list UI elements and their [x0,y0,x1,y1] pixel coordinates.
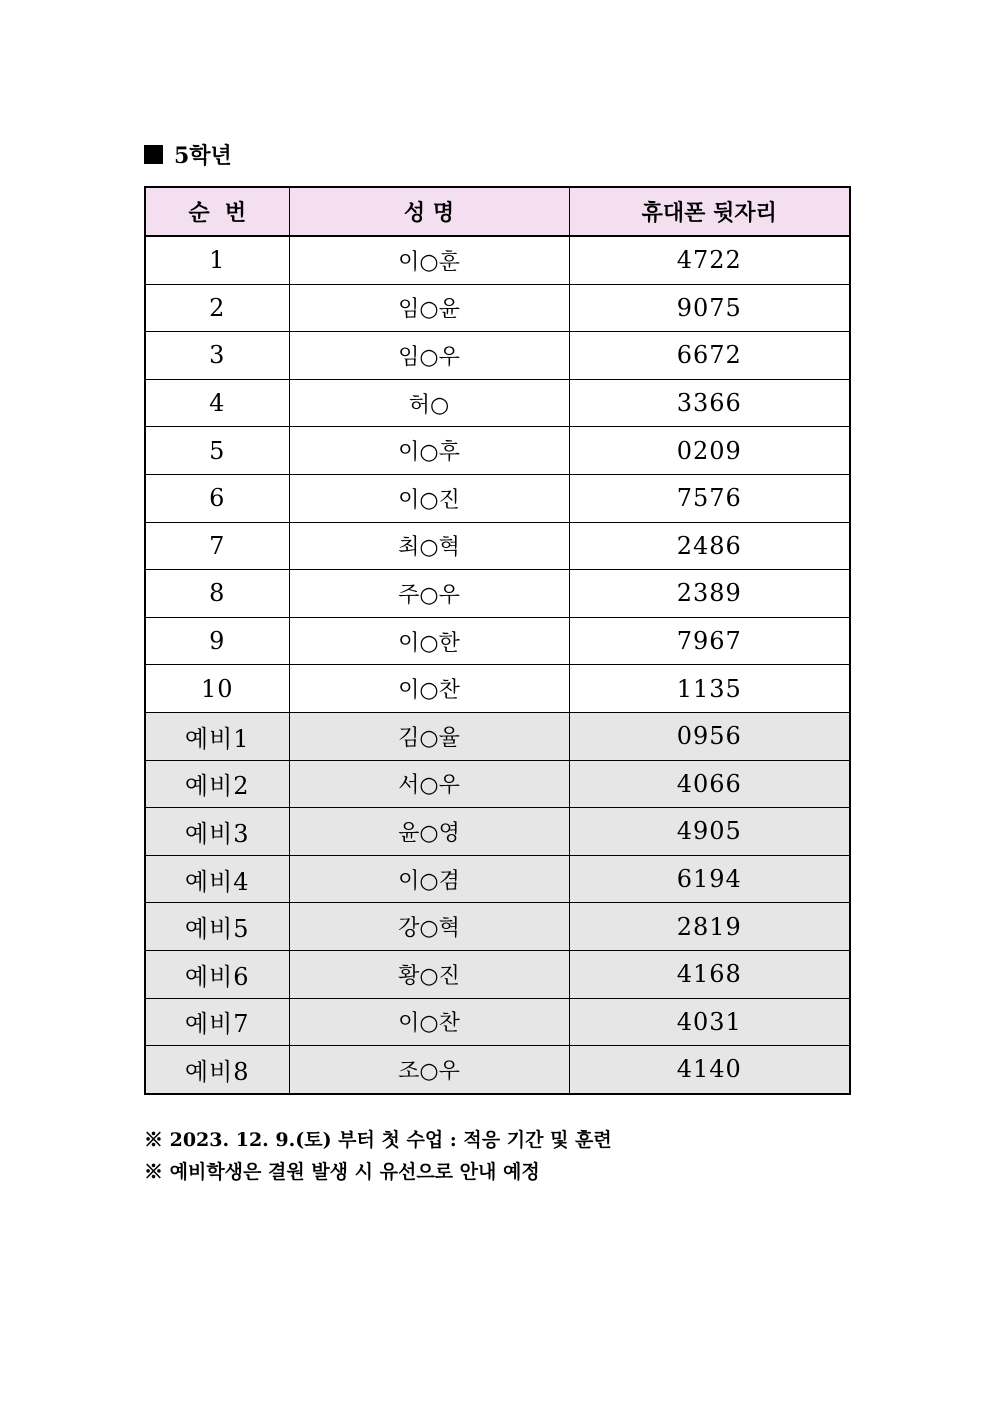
row-number: 10 [145,665,289,713]
row-number: 예비7 [145,998,289,1046]
table-row-reserve [145,903,850,951]
row-name: 황○진 [289,950,569,998]
row-number: 예비5 [145,903,289,951]
row-name: 최○혁 [289,522,569,570]
table-row [145,332,850,380]
row-name: 이○찬 [289,665,569,713]
row-phone: 6194 [569,855,850,903]
row-name: 강○혁 [289,903,569,951]
row-name: 임○윤 [289,284,569,332]
row-phone: 2819 [569,903,850,951]
row-name: 이○찬 [289,998,569,1046]
row-name: 김○율 [289,712,569,760]
table-row-reserve [145,808,850,856]
row-name: 이○후 [289,427,569,475]
table-row-reserve [145,855,850,903]
row-number: 예비6 [145,950,289,998]
row-phone: 7967 [569,617,850,665]
row-number: 4 [145,379,289,427]
row-number: 3 [145,332,289,380]
row-name: 서○우 [289,760,569,808]
table-row [145,570,850,618]
table-header-row [145,187,850,236]
header-name: 성 명 [289,187,569,236]
row-name: 주○우 [289,570,569,618]
table-row-reserve [145,950,850,998]
row-name: 이○훈 [289,236,569,284]
row-name: 이○진 [289,474,569,522]
note-first-class: ※ 2023. 12. 9.(토) 부터 첫 수업 : 적응 기간 및 훈련 [144,1129,612,1151]
black-square-icon [144,145,163,164]
section-title-text: 5학년 [174,142,232,169]
row-phone: 4066 [569,760,850,808]
table-row-reserve [145,998,850,1046]
row-number: 2 [145,284,289,332]
row-number: 예비4 [145,855,289,903]
note-reserve-students: ※ 예비학생은 결원 발생 시 유선으로 안내 예정 [144,1161,540,1183]
row-phone: 4168 [569,950,850,998]
notes [144,1124,612,1188]
row-name: 이○한 [289,617,569,665]
table-row [145,665,850,713]
table-row-reserve [145,1046,850,1094]
row-name: 허○ [289,379,569,427]
row-name: 임○우 [289,332,569,380]
row-phone: 4031 [569,998,850,1046]
row-phone: 0209 [569,427,850,475]
table-row [145,474,850,522]
row-phone: 2486 [569,522,850,570]
row-phone: 4722 [569,236,850,284]
student-table [144,186,851,1095]
row-phone: 0956 [569,712,850,760]
row-number: 8 [145,570,289,618]
table-row [145,522,850,570]
row-phone: 2389 [569,570,850,618]
row-name: 이○겸 [289,855,569,903]
row-number: 5 [145,427,289,475]
row-phone: 9075 [569,284,850,332]
row-name: 조○우 [289,1046,569,1094]
table-row-reserve [145,712,850,760]
row-phone: 1135 [569,665,850,713]
row-number: 1 [145,236,289,284]
row-phone: 3366 [569,379,850,427]
table-row [145,617,850,665]
row-number: 9 [145,617,289,665]
header-phone: 휴대폰 뒷자리 [569,187,850,236]
row-name: 윤○영 [289,808,569,856]
row-number: 7 [145,522,289,570]
table-row [145,284,850,332]
header-number: 순 번 [145,187,289,236]
row-number: 예비3 [145,808,289,856]
row-number: 예비8 [145,1046,289,1094]
table-row-reserve [145,760,850,808]
row-phone: 4905 [569,808,850,856]
table-row [145,427,850,475]
section-title [144,140,232,168]
row-number: 예비2 [145,760,289,808]
row-phone: 7576 [569,474,850,522]
row-number: 예비1 [145,712,289,760]
row-number: 6 [145,474,289,522]
row-phone: 4140 [569,1046,850,1094]
row-phone: 6672 [569,332,850,380]
table-row [145,379,850,427]
table-row [145,236,850,284]
